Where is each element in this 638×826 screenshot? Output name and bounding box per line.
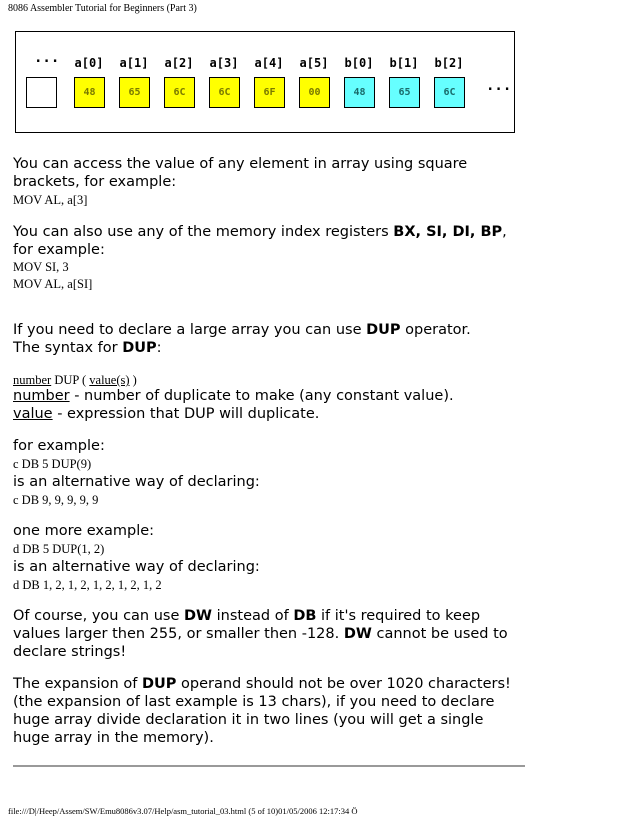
right-ellipsis: ... <box>486 78 512 94</box>
code-line: c DB 5 DUP(9) <box>13 457 92 471</box>
paragraph-line: huge array divide declaration it in two lines (you will get a single <box>13 712 484 728</box>
paragraph-line: (the expansion of last example is 13 chars), if you need to declare <box>13 694 495 710</box>
memory-cell-a: 65 <box>119 77 150 108</box>
memory-cell-b: 48 <box>344 77 375 108</box>
memory-cell-a: 6F <box>254 77 285 108</box>
paragraph-line: is an alternative way of declaring: <box>13 474 260 490</box>
paragraph-line: one more example: <box>13 523 155 539</box>
definition-value: value - expression that DUP will duplicate. <box>13 406 320 422</box>
cell-label: a[1] <box>119 56 149 70</box>
memory-cell-empty <box>26 77 57 108</box>
horizontal-divider <box>13 765 525 767</box>
cell-label: a[5] <box>299 56 329 70</box>
memory-cell-a: 6C <box>164 77 195 108</box>
code-line: d DB 5 DUP(1, 2) <box>13 542 105 556</box>
definition-number: number - number of duplicate to make (any constant value). <box>13 388 454 404</box>
page-header: 8086 Assembler Tutorial for Beginners (Part 3) <box>8 3 197 14</box>
memory-cell-b: 65 <box>389 77 420 108</box>
paragraph-line: for example: <box>13 242 105 258</box>
code-line: c DB 9, 9, 9, 9, 9 <box>13 493 99 507</box>
page-footer-url: file:///D|/Heep/Assem/SW/Emu8086v3.07/Help/asm_tutorial_03.html (5 of 10)01/05/2006 12:17:34 Ö <box>8 806 358 816</box>
paragraph-line: for example: <box>13 438 105 454</box>
array-memory-diagram <box>15 31 515 133</box>
cell-label: a[3] <box>209 56 239 70</box>
paragraph-line: The expansion of DUP operand should not be over 1020 characters! <box>13 676 511 692</box>
code-line: d DB 1, 2, 1, 2, 1, 2, 1, 2, 1, 2 <box>13 578 162 592</box>
code-line: MOV AL, a[3] <box>13 193 88 207</box>
paragraph-line: You can also use any of the memory index registers BX, SI, DI, BP, <box>13 224 507 240</box>
paragraph-line: huge array in the memory). <box>13 730 214 746</box>
memory-cell-a: 00 <box>299 77 330 108</box>
memory-cell-a: 48 <box>74 77 105 108</box>
paragraph-line: brackets, for example: <box>13 174 177 190</box>
paragraph-line: Of course, you can use DW instead of DB if it's required to keep <box>13 608 481 624</box>
left-ellipsis: ... <box>34 50 60 66</box>
cell-label: b[2] <box>434 56 464 70</box>
paragraph-line: The syntax for DUP: <box>13 340 162 356</box>
cell-label: b[1] <box>389 56 419 70</box>
code-line: MOV AL, a[SI] <box>13 277 93 291</box>
cell-label: b[0] <box>344 56 374 70</box>
paragraph-line: values larger then 255, or smaller then -128. DW cannot be used to <box>13 626 508 642</box>
memory-cell-b: 6C <box>434 77 465 108</box>
cell-label: a[2] <box>164 56 194 70</box>
cell-label: a[0] <box>74 56 104 70</box>
cell-label: a[4] <box>254 56 284 70</box>
paragraph-line: If you need to declare a large array you can use DUP operator. <box>13 322 471 338</box>
paragraph-line: You can access the value of any element in array using square <box>13 156 468 172</box>
memory-cell-a: 6C <box>209 77 240 108</box>
code-line: MOV SI, 3 <box>13 260 69 274</box>
paragraph-line: declare strings! <box>13 644 127 660</box>
paragraph-line: is an alternative way of declaring: <box>13 559 260 575</box>
syntax-line: number DUP ( value(s) ) <box>13 373 137 387</box>
